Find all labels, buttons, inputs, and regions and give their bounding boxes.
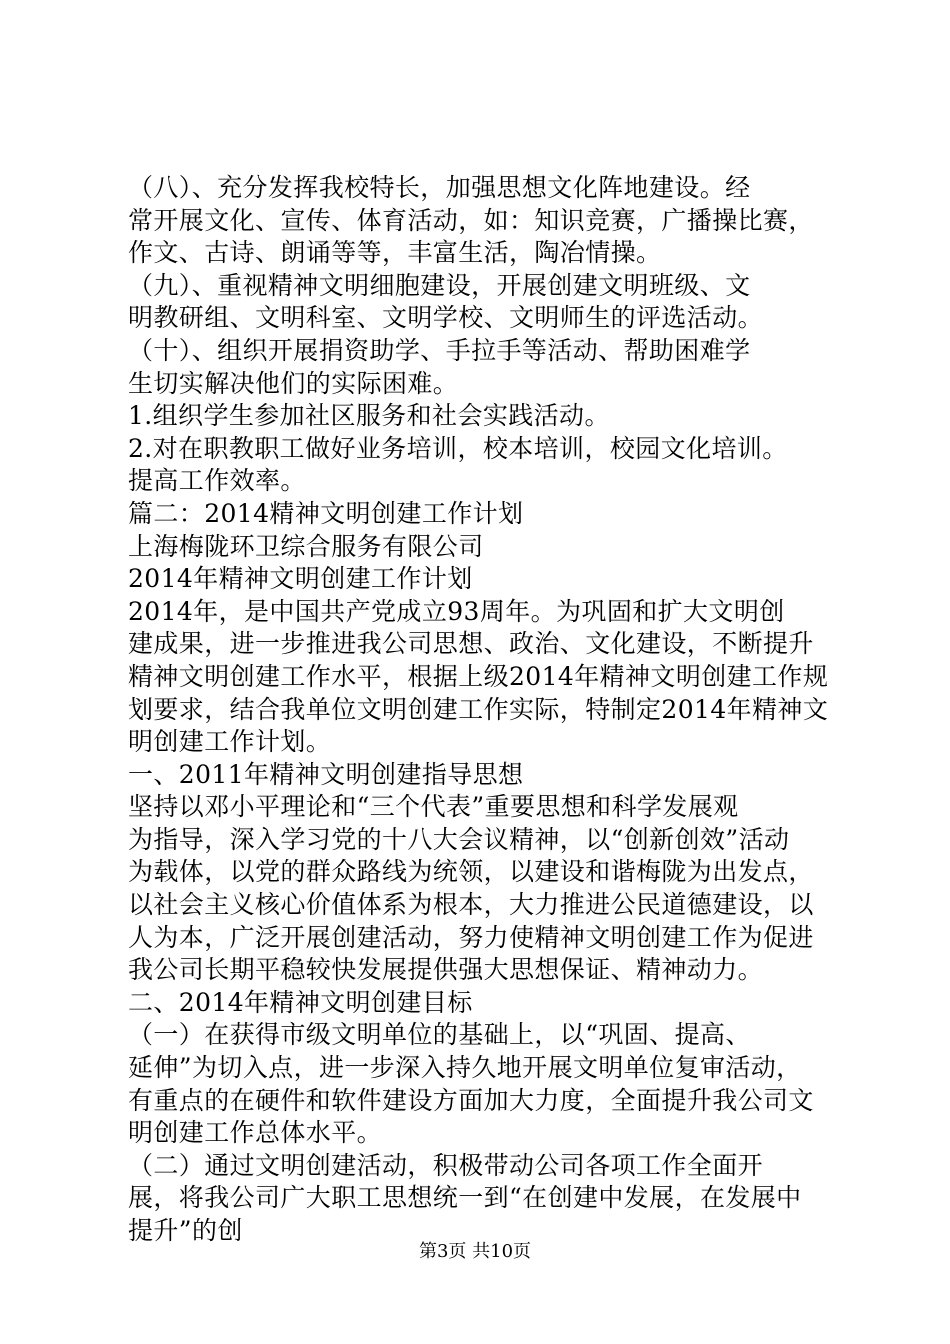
text-line: 篇二：2014精神文明创建工作计划	[128, 498, 524, 528]
paragraph	[128, 759, 828, 792]
text-line: 作文、古诗、朗诵等等，丰富生活，陶冶情操。	[128, 238, 662, 268]
text-line: 明创建工作计划。	[128, 727, 332, 757]
paragraph	[128, 270, 828, 335]
page-footer: 第3页 共10页	[418, 1241, 532, 1262]
text-line: 有重点的在硬件和软件建设方面加大力度，全面提升我公司文	[128, 1085, 814, 1115]
paragraph	[128, 1150, 828, 1248]
text-line: （一）在获得市级文明单位的基础上，以“巩固、提高、	[128, 1020, 751, 1050]
paragraph	[128, 596, 828, 759]
text-line: 我公司长期平稳较快发展提供强大思想保证、精神动力。	[128, 955, 764, 985]
text-line: 上海梅陇环卫综合服务有限公司	[128, 531, 484, 561]
text-line: 一、2011年精神文明创建指导思想	[128, 759, 524, 789]
text-line: 明创建工作总体水平。	[128, 1118, 383, 1148]
text-line: 延伸”为切入点，进一步深入持久地开展文明单位复审活动，	[128, 1053, 802, 1083]
paragraph	[128, 791, 828, 987]
paragraph	[128, 172, 828, 270]
document-body	[128, 172, 828, 1248]
text-line: （二）通过文明创建活动，积极带动公司各项工作全面开	[128, 1150, 764, 1180]
paragraph	[128, 563, 828, 596]
text-line: （八）、充分发挥我校特长，加强思想文化阵地建设。经	[128, 173, 751, 202]
text-line: 2014年精神文明创建工作计划	[128, 564, 473, 594]
text-line: 常开展文化、宣传、体育活动，如：知识竞赛，广播操比赛，	[128, 205, 814, 235]
text-line: 建成果，进一步推进我公司思想、政治、文化建设，不断提升	[128, 629, 814, 659]
text-line: 提升”的创	[128, 1216, 243, 1245]
text-line: 坚持以邓小平理论和“三个代表”重要思想和科学发展观	[128, 792, 739, 822]
paragraph	[128, 1019, 828, 1149]
text-line: 以社会主义核心价值体系为根本，大力推进公民道德建设，以	[128, 890, 814, 920]
text-line: （十）、组织开展捐资助学、手拉手等活动、帮助困难学	[128, 335, 751, 365]
paragraph	[128, 400, 828, 433]
text-line: 人为本，广泛开展创建活动，努力使精神文明创建工作为促进	[128, 922, 814, 952]
text-line: 为载体，以党的群众路线为统领，以建设和谐梅陇为出发点，	[128, 857, 814, 887]
text-line: 二、2014年精神文明创建目标	[128, 987, 473, 1017]
text-line: 生切实解决他们的实际困难。	[128, 368, 459, 398]
text-line: 提高工作效率。	[128, 466, 306, 496]
text-line: 2.对在职教职工做好业务培训，校本培训，校园文化培训。	[128, 433, 788, 463]
paragraph	[128, 531, 828, 564]
text-line: （九）、重视精神文明细胞建设，开展创建文明班级、文	[128, 270, 751, 300]
text-line: 1.组织学生参加社区服务和社会实践活动。	[128, 401, 610, 431]
text-line: 为指导，深入学习党的十八大会议精神，以“创新创效”活动	[128, 824, 790, 854]
text-line: 展，将我公司广大职工思想统一到“在创建中发展，在发展中	[128, 1183, 802, 1213]
text-line: 2014年，是中国共产党成立93周年。为巩固和扩大文明创	[128, 596, 785, 626]
text-line: 精神文明创建工作水平，根据上级2014年精神文明创建工作规	[128, 661, 829, 691]
text-line: 划要求，结合我单位文明创建工作实际，特制定2014年精神文	[128, 694, 829, 724]
paragraph	[128, 987, 828, 1020]
paragraph	[128, 498, 828, 531]
text-line: 明教研组、文明科室、文明学校、文明师生的评选活动。	[128, 303, 764, 333]
paragraph	[128, 433, 828, 498]
paragraph	[128, 335, 828, 400]
